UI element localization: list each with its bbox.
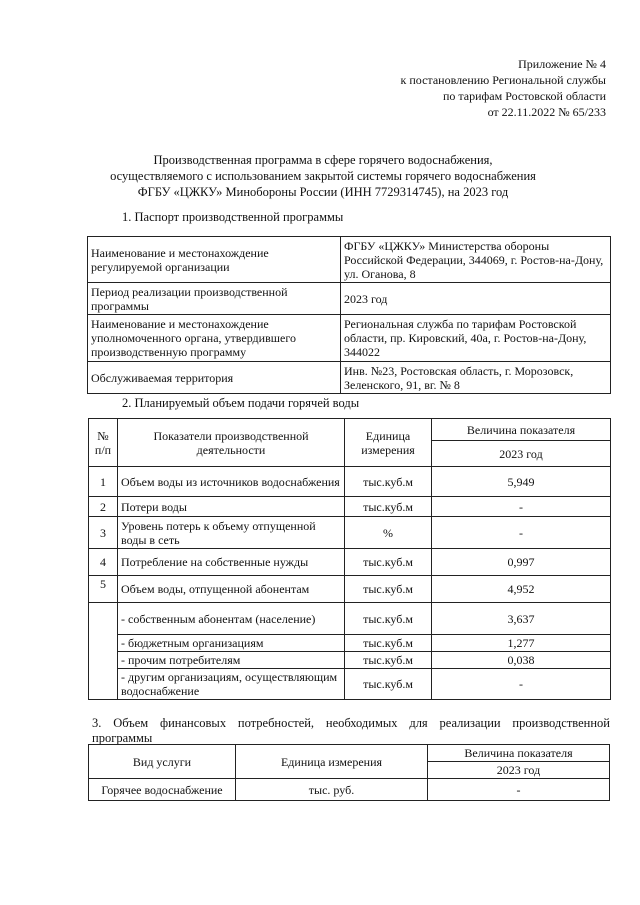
row-value: 2023 год <box>341 283 611 315</box>
subrow-unit: тыс.куб.м <box>345 635 432 652</box>
water-volume-table <box>88 418 611 700</box>
row-unit: тыс.куб.м <box>345 497 432 517</box>
subrow-value: 1,277 <box>432 635 611 652</box>
table-row <box>89 576 611 603</box>
col-indicator-header: Показатели производственной деятельности <box>118 419 345 467</box>
subrow-name: - собственным абонентам (население) <box>118 603 345 635</box>
passport-table <box>87 236 611 394</box>
appendix-block <box>330 56 606 120</box>
finance-table <box>88 744 610 801</box>
section1-heading: 1. Паспорт производственной программы <box>122 210 344 224</box>
row-unit: тыс.куб.м <box>345 467 432 497</box>
table-row <box>89 603 611 635</box>
document-title <box>60 152 586 200</box>
row-unit: тыс. руб. <box>236 779 428 801</box>
appendix-line: Приложение № 4 <box>518 57 606 71</box>
subrow-value: - <box>432 669 611 700</box>
row-label: Обслуживаемая территория <box>88 362 341 394</box>
row-unit: тыс.куб.м <box>345 576 432 603</box>
row-value: - <box>432 517 611 549</box>
row-value: Инв. №23, Ростовская область, г. Морозовск, Зеленского, 91, вг. № 8 <box>341 362 611 394</box>
section3-heading: 3. Объем финансовых потребностей, необходимых для реализации производственной программы <box>92 716 610 745</box>
col-unit-header: Единица измерения <box>345 419 432 467</box>
row-label: Наименование и местонахождение регулируемой организации <box>88 237 341 283</box>
row-name: Уровень потерь к объему отпущенной воды в сеть <box>118 517 345 549</box>
row-no: 2 <box>89 497 118 517</box>
subrow-name: - другим организациям, осуществляющим водоснабжение <box>118 669 345 700</box>
row-name: Объем воды из источников водоснабжения <box>118 467 345 497</box>
subrow-unit: тыс.куб.м <box>345 603 432 635</box>
section2-heading: 2. Планируемый объем подачи горячей воды <box>122 396 360 410</box>
col-value-header: Величина показателя <box>432 419 611 441</box>
col-service-header: Вид услуги <box>89 745 236 779</box>
table-row <box>88 283 611 315</box>
row-value: 4,952 <box>432 576 611 603</box>
row-unit: тыс.куб.м <box>345 549 432 576</box>
col-value-header: Величина показателя <box>428 745 610 762</box>
row-name: Объем воды, отпущенной абонентам <box>118 576 345 603</box>
col-no-header: № п/п <box>89 419 118 467</box>
appendix-line: от 22.11.2022 № 65/233 <box>487 105 606 119</box>
table-row <box>88 315 611 362</box>
header-row <box>89 745 610 762</box>
table-row <box>89 669 611 700</box>
col-year-header: 2023 год <box>432 441 611 467</box>
row-name: Потребление на собственные нужды <box>118 549 345 576</box>
title-line: Производственная программа в сфере горячего водоснабжения, <box>153 153 493 167</box>
row-value: 5,949 <box>432 467 611 497</box>
row-no: 3 <box>89 517 118 549</box>
appendix-line: к постановлению Региональной службы <box>400 73 606 87</box>
table-row <box>89 652 611 669</box>
row-unit: % <box>345 517 432 549</box>
row-label: Наименование и местонахождение уполномоченного органа, утвердившего производственную программу <box>88 315 341 362</box>
row-value: Региональная служба по тарифам Ростовской области, пр. Кировский, 40а, г. Ростов-на-Дону, 344022 <box>341 315 611 362</box>
col-unit-header: Единица измерения <box>236 745 428 779</box>
row-no: 5 <box>89 576 118 603</box>
row-name: Потери воды <box>118 497 345 517</box>
title-line: ФГБУ «ЦЖКУ» Минобороны России (ИНН 7729314745), на 2023 год <box>137 185 509 199</box>
table-row <box>88 362 611 394</box>
col-year-header: 2023 год <box>428 762 610 779</box>
table-row <box>89 635 611 652</box>
table-row <box>89 517 611 549</box>
title-line: осуществляемого с использованием закрытой системы горячего водоснабжения <box>110 169 536 183</box>
subrow-name: - бюджетным организациям <box>118 635 345 652</box>
header-row <box>89 419 611 441</box>
appendix-line: по тарифам Ростовской области <box>442 89 606 103</box>
subrow-value: 0,038 <box>432 652 611 669</box>
row-service: Горячее водоснабжение <box>89 779 236 801</box>
row-label: Период реализации производственной программы <box>88 283 341 315</box>
subrow-name: - прочим потребителям <box>118 652 345 669</box>
row-value: 0,997 <box>432 549 611 576</box>
empty-cell <box>89 603 118 700</box>
row-value: ФГБУ «ЦЖКУ» Министерства обороны Российской Федерации, 344069, г. Ростов-на-Дону, ул. Оганова, 8 <box>341 237 611 283</box>
subrow-unit: тыс.куб.м <box>345 652 432 669</box>
table-row <box>89 779 610 801</box>
row-no: 4 <box>89 549 118 576</box>
subrow-value: 3,637 <box>432 603 611 635</box>
subrow-unit: тыс.куб.м <box>345 669 432 700</box>
row-value: - <box>428 779 610 801</box>
row-no: 1 <box>89 467 118 497</box>
row-value: - <box>432 497 611 517</box>
table-row <box>89 467 611 497</box>
table-row <box>89 549 611 576</box>
table-row <box>88 237 611 283</box>
table-row <box>89 497 611 517</box>
